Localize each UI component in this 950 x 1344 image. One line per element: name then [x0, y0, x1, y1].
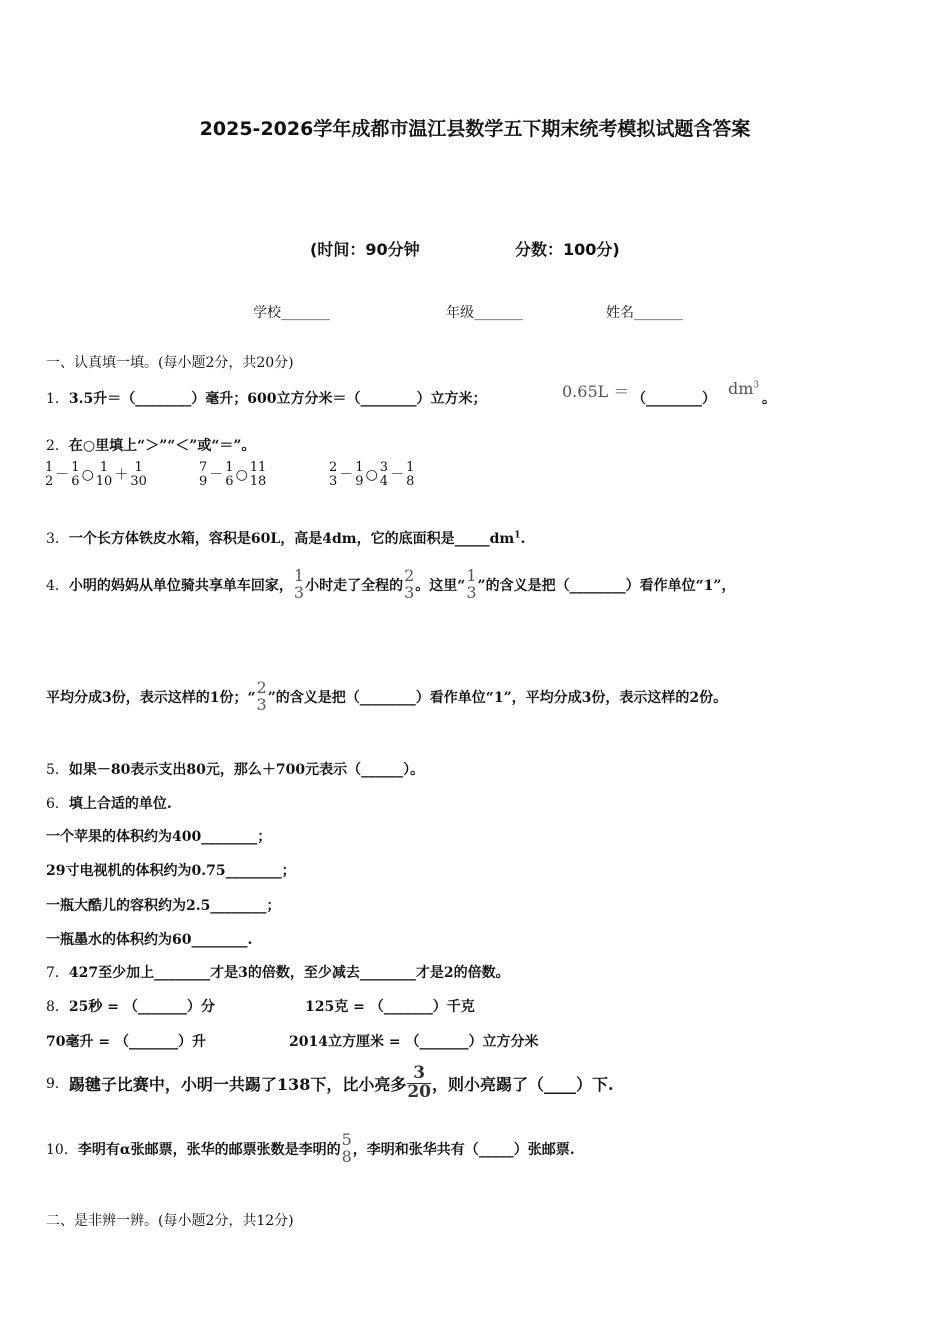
q2-group-2: 7 9 － 1 6 ○ 11 18 [199, 460, 267, 489]
question-8 [46, 996, 215, 1016]
question-1 [46, 388, 487, 408]
unit-superscript: 1 [514, 530, 521, 541]
unit-superscript: 3 [753, 380, 760, 391]
q6-item: 一瓶墨水的体积约为60________. [46, 932, 253, 948]
question-number: 9． [46, 1076, 69, 1092]
question-text: 小明的妈妈从单位骑共享单车回家， [68, 578, 293, 594]
question-text: 小时走了全程的 [305, 578, 404, 594]
fraction: 2 3 [329, 460, 338, 489]
fraction: 1 6 [225, 460, 234, 489]
q8-item: 25秒 = （_______）分 [68, 999, 215, 1015]
fraction: 2 3 [404, 566, 415, 602]
question-text: 踢毽子比赛中，小明一共踢了138下，比小亮多 [68, 1074, 407, 1094]
question-number: 10． [46, 1142, 78, 1158]
fraction: 1 8 [406, 460, 415, 489]
fraction: 1 3 [293, 566, 305, 602]
section-1-heading: 一、认真填一填。(每小题2分，共20分) [46, 355, 294, 371]
question-2 [46, 435, 255, 455]
name-field: 姓名_______ [606, 305, 683, 321]
fraction: 11 18 [249, 460, 267, 489]
question-7 [46, 962, 510, 982]
question-text: ，则小亮踢了（____）下. [432, 1074, 614, 1094]
unit-text: dm [728, 379, 754, 398]
total-score: 分数：100分) [515, 240, 620, 259]
fraction: 5 8 [341, 1130, 352, 1166]
school-field: 学校_______ [253, 305, 330, 321]
question-5 [46, 759, 424, 779]
q2-group-1: 1 2 － 1 6 ○ 1 10 ＋ 1 30 [45, 460, 147, 489]
question-text: ”的含义是把（________）看作单位“1”，平均分成3份，表示这样的2份。 [267, 690, 728, 706]
punctuation: . [520, 531, 526, 547]
question-text: 在○里填上“＞”“＜”或“＝”。 [68, 438, 256, 454]
question-9 [46, 1060, 614, 1106]
question-text: ”的含义是把（________）看作单位“1”， [477, 578, 736, 594]
fraction: 1 3 [466, 566, 477, 602]
fraction: 1 6 [71, 460, 80, 489]
q8-item: 2014立方厘米 = （_______）立方分米 [289, 1034, 539, 1050]
question-number: 6． [46, 796, 69, 812]
section-2-heading: 二、是非辨一辨。(每小题2分，共12分) [46, 1213, 294, 1229]
compare-circle: ○ [81, 466, 94, 483]
fraction: $\frac{3}{20}$ [407, 1062, 431, 1102]
question-text: 李明有α张邮票，张华的邮票张数是李明的 [77, 1142, 341, 1158]
q2-group-3: 2 3 － 1 9 ○ 3 4 － 1 8 [329, 460, 415, 489]
question-3 [46, 528, 525, 548]
fraction: 3 4 [379, 460, 389, 489]
q6-item: 29寸电视机的体积约为0.75________； [46, 863, 296, 879]
question-number: 4． [46, 578, 69, 594]
compare-circle: ○ [235, 466, 248, 483]
q6-item: 一个苹果的体积约为400________； [46, 829, 272, 845]
question-4-continued [46, 672, 727, 722]
question-6 [46, 793, 172, 813]
question-number: 7． [46, 965, 69, 981]
question-text: 427至少加上________才是3的倍数，至少减去________才是2的倍数。 [68, 965, 510, 981]
question-number: 3． [46, 531, 69, 547]
question-number: 1． [46, 391, 69, 407]
fraction: 7 9 [199, 460, 208, 489]
fraction: 1 30 [130, 460, 147, 489]
compare-circle: ○ [365, 466, 378, 483]
question-text: 一个长方体铁皮水箱，容积是60L，高是4dm，它的底面积是_____dm [68, 531, 515, 547]
q8-item: 125克 = （_______）千克 [305, 999, 475, 1015]
q1-end: 。 [762, 391, 776, 407]
question-text: 填上合适的单位. [68, 796, 172, 812]
question-text: 3.5升＝（________）毫升；600立方分米＝（________）立方米； [68, 391, 487, 407]
fraction: 1 9 [355, 460, 364, 489]
page-title: 2025-2026学年成都市温江县数学五下期末统考模拟试题含答案 [199, 118, 751, 140]
q1-expression: 0.65L ＝ [562, 382, 630, 401]
fraction: 1 10 [95, 460, 113, 489]
question-text: ，李明和张华共有（_____）张邮票. [352, 1142, 575, 1158]
q1-unit [728, 379, 759, 398]
fraction: 1 2 [45, 460, 54, 489]
fraction: 2 3 [256, 678, 267, 714]
question-number: 8． [46, 999, 69, 1015]
time-limit: (时间：90分钟 [310, 240, 420, 259]
q8-item: 70毫升 = （_______）升 [46, 1034, 206, 1050]
grade-field: 年级_______ [446, 305, 523, 321]
question-4 [46, 560, 735, 610]
question-text: 如果－80表示支出80元，那么＋700元表示（______）。 [68, 762, 425, 778]
question-number: 5． [46, 762, 69, 778]
q1-blank: （________） [632, 391, 716, 407]
question-number: 2． [46, 438, 69, 454]
question-10 [46, 1124, 575, 1174]
question-text: 。这里“ [415, 578, 466, 594]
q6-item: 一瓶大酷儿的容积约为2.5________； [46, 898, 281, 914]
question-text: 平均分成3份，表示这样的1份；“ [46, 690, 256, 706]
